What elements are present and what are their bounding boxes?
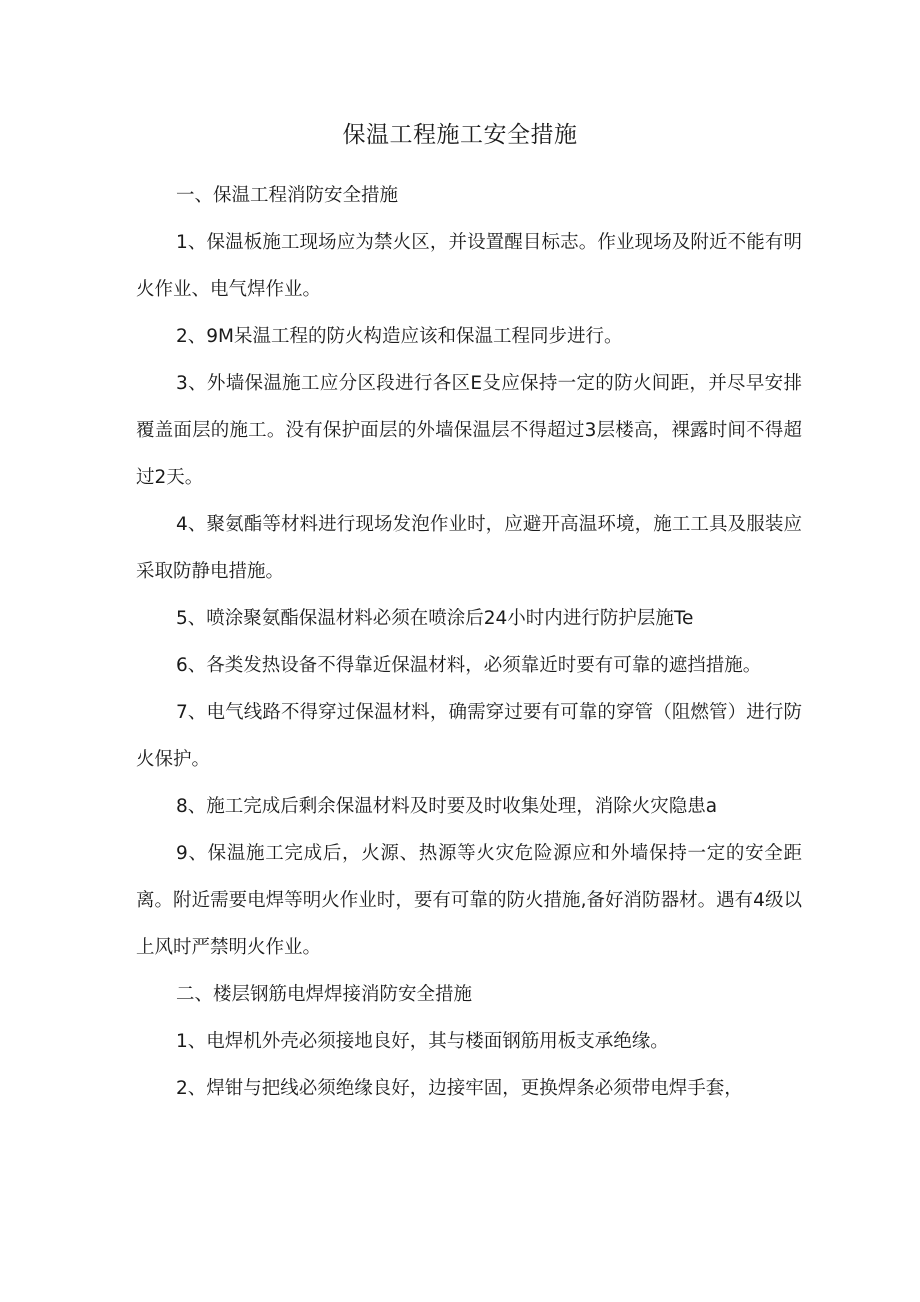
document-title: 保温工程施工安全措施: [342, 122, 578, 148]
paragraph-item-2: 2、9M呆温工程的防火构造应该和保温工程同步进行。: [176, 326, 623, 347]
section-heading-welding-safety: 二、楼层钢筋电焊焊接消防安全措施: [176, 984, 473, 1005]
paragraph-item-1: 1、保温板施工现场应为禁火区，并设置醒目标志。作业现场及附近不能有明火作业、电气焊作业。: [136, 232, 802, 300]
paragraph-item-8: 8、施工完成后剩余保温材料及时要及时收集处理，消除火灾隐患a: [176, 796, 718, 817]
paragraph-welding-item-2: 2、焊钳与把线必须绝缘良好，边接牢固，更换焊条必须带电焊手套，: [176, 1078, 743, 1099]
paragraph-item-6: 6、各类发热设备不得靠近保温材料，必须靠近时要有可靠的遮挡措施。: [176, 655, 762, 676]
paragraph-welding-item-1: 1、电焊机外壳必须接地良好，其与楼面钢筋用板支承绝缘。: [176, 1031, 669, 1052]
paragraph-item-9: 9、保温施工完成后，火源、热源等火灾危险源应和外墙保持一定的安全距离。附近需要电焊等明火作业时，要有可靠的防火措施,备好消防器材。遇有4级以上风时严禁明火作业。: [136, 843, 802, 958]
paragraph-item-7: 7、电气线路不得穿过保温材料，确需穿过要有可靠的穿管（阻燃管）进行防火保护。: [136, 702, 802, 770]
document-body: [136, 172, 802, 1112]
paragraph-item-4: 4、聚氨酯等材料进行现场发泡作业时，应避开高温环境，施工工具及服装应采取防静电措施。: [136, 514, 802, 582]
paragraph-item-3: 3、外墙保温施工应分区段进行各区E殳应保持一定的防火间距，并尽早安排覆盖面层的施工。没有保护面层的外墙保温层不得超过3层楼高，裸露时间不得超过2天。: [136, 373, 802, 488]
section-heading-fire-safety: 一、保温工程消防安全措施: [176, 185, 399, 206]
paragraph-item-5: 5、喷涂聚氨酯保温材料必须在喷涂后24小时内进行防护层施Te: [176, 608, 694, 629]
